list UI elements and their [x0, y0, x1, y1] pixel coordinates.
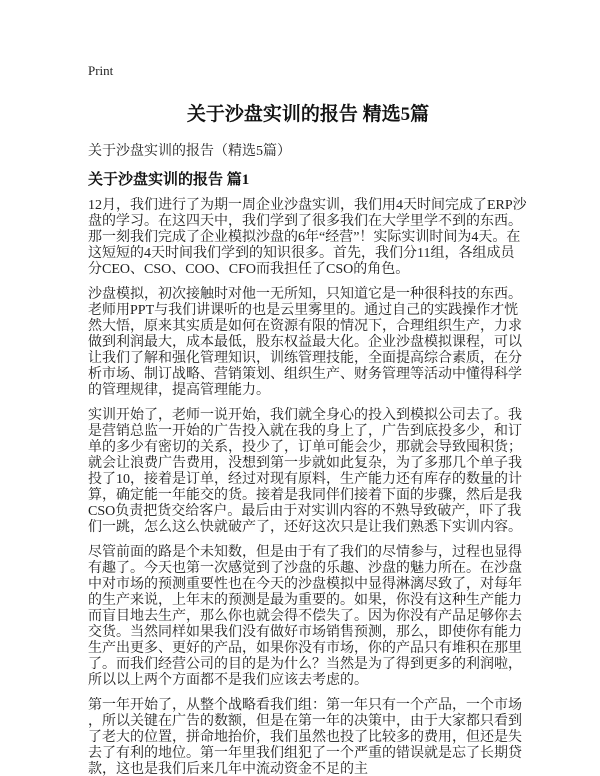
- article-body: [88, 198, 528, 776]
- article-paragraph: 实训开始了，老师一说开始，我们就全身心的投入到模拟公司去了。我是营销总监一开始的广告投入就在我的身上了，广告到底投多少，和订单的多少有密切的关系，投少了，订单可能会少，那就会导致囤积货；就会让浪费广告费用，没想到第一步就如此复杂，为了多那几个单子我投了10，接着是订单，经过对现有原料，生产能力还有库存的数量的计算，确定能一年能交的货。接着是我同伴们接着下面的步骤，然后是我CSO负责把货交给客户。最后由于对实训内容的不熟导致破产，吓了我们一跳，怎么这么快就破产了，还好这次只是让我们熟悉下实训内容。: [88, 408, 522, 535]
- page-title: 关于沙盘实训的报告 精选5篇: [186, 104, 430, 125]
- section-heading-part1: 关于沙盘实训的报告 篇1: [88, 172, 250, 188]
- article-paragraph: 12月，我们进行了为期一周企业沙盘实训，我们用4天时间完成了ERP沙盘的学习。在这四天中，我们学到了很多我们在大学里学不到的东西。那一刻我们完成了企业模拟沙盘的6年“经营”！实际实训时间为4天。在这短短的4天时间我们学到的知识很多。首先，我们分11组，各组成员分CEO、CSO、COO、CFO而我担任了CSO的角色。: [88, 198, 527, 277]
- article-paragraph: 尽管前面的路是个未知数，但是由于有了我们的尽情参与，过程也显得有趣了。今天也第一次感觉到了沙盘的乐趣、沙盘的魅力所在。在沙盘中对市场的预测重要性也在今天的沙盘模拟中显得淋漓尽致了，对每年的生产来说，上年末的预测是最为重要的。如果，你没有这种生产能力而盲目地去生产，那么你也就会得不偿失了。因为你没有产品足够你去交货。当然同样如果我们没有做好市场销售预测，那么，即使你有能力生产出更多、更好的产品，如果你没有市场，你的产品只有堆积在那里了。而我们经营公司的目的是为什么？当然是为了得到更多的利润啦，所以以上两个方面都不是我们应该去考虑的。: [88, 545, 522, 688]
- article-paragraph: 沙盘模拟，初次接触时对他一无所知，只知道它是一种很科技的东西。老师用PPT与我们讲课听的也是云里雾里的。通过自己的实践操作才恍然大悟，原来其实质是如何在资源有限的情况下，合理组织生产，力求做到利润最大，成本最低，股东权益最大化。企业沙盘模拟课程，可以让我们了解和强化管理知识，训练管理技能，全面提高综合素质，在分析市场、制订战略、营销策划、组织生产、财务管理等活动中懂得科学的管理规律，提高管理能力。: [88, 287, 522, 398]
- article-paragraph: 第一年开始了，从整个战略看我们组：第一年只有一个产品，一个市场，所以关键在广告的数额，但是在第一年的决策中，由于大家都只看到了老大的位置，拼命地抬价，我们虽然也投了比较多的费用，但还是失去了有利的地位。第一年里我们组犯了一个严重的错误就是忘了长期贷款，这也是我们后来几年中流动资金不足的主: [88, 698, 522, 776]
- print-link[interactable]: Print: [88, 63, 114, 78]
- document-subtitle: 关于沙盘实训的报告（精选5篇）: [88, 144, 291, 159]
